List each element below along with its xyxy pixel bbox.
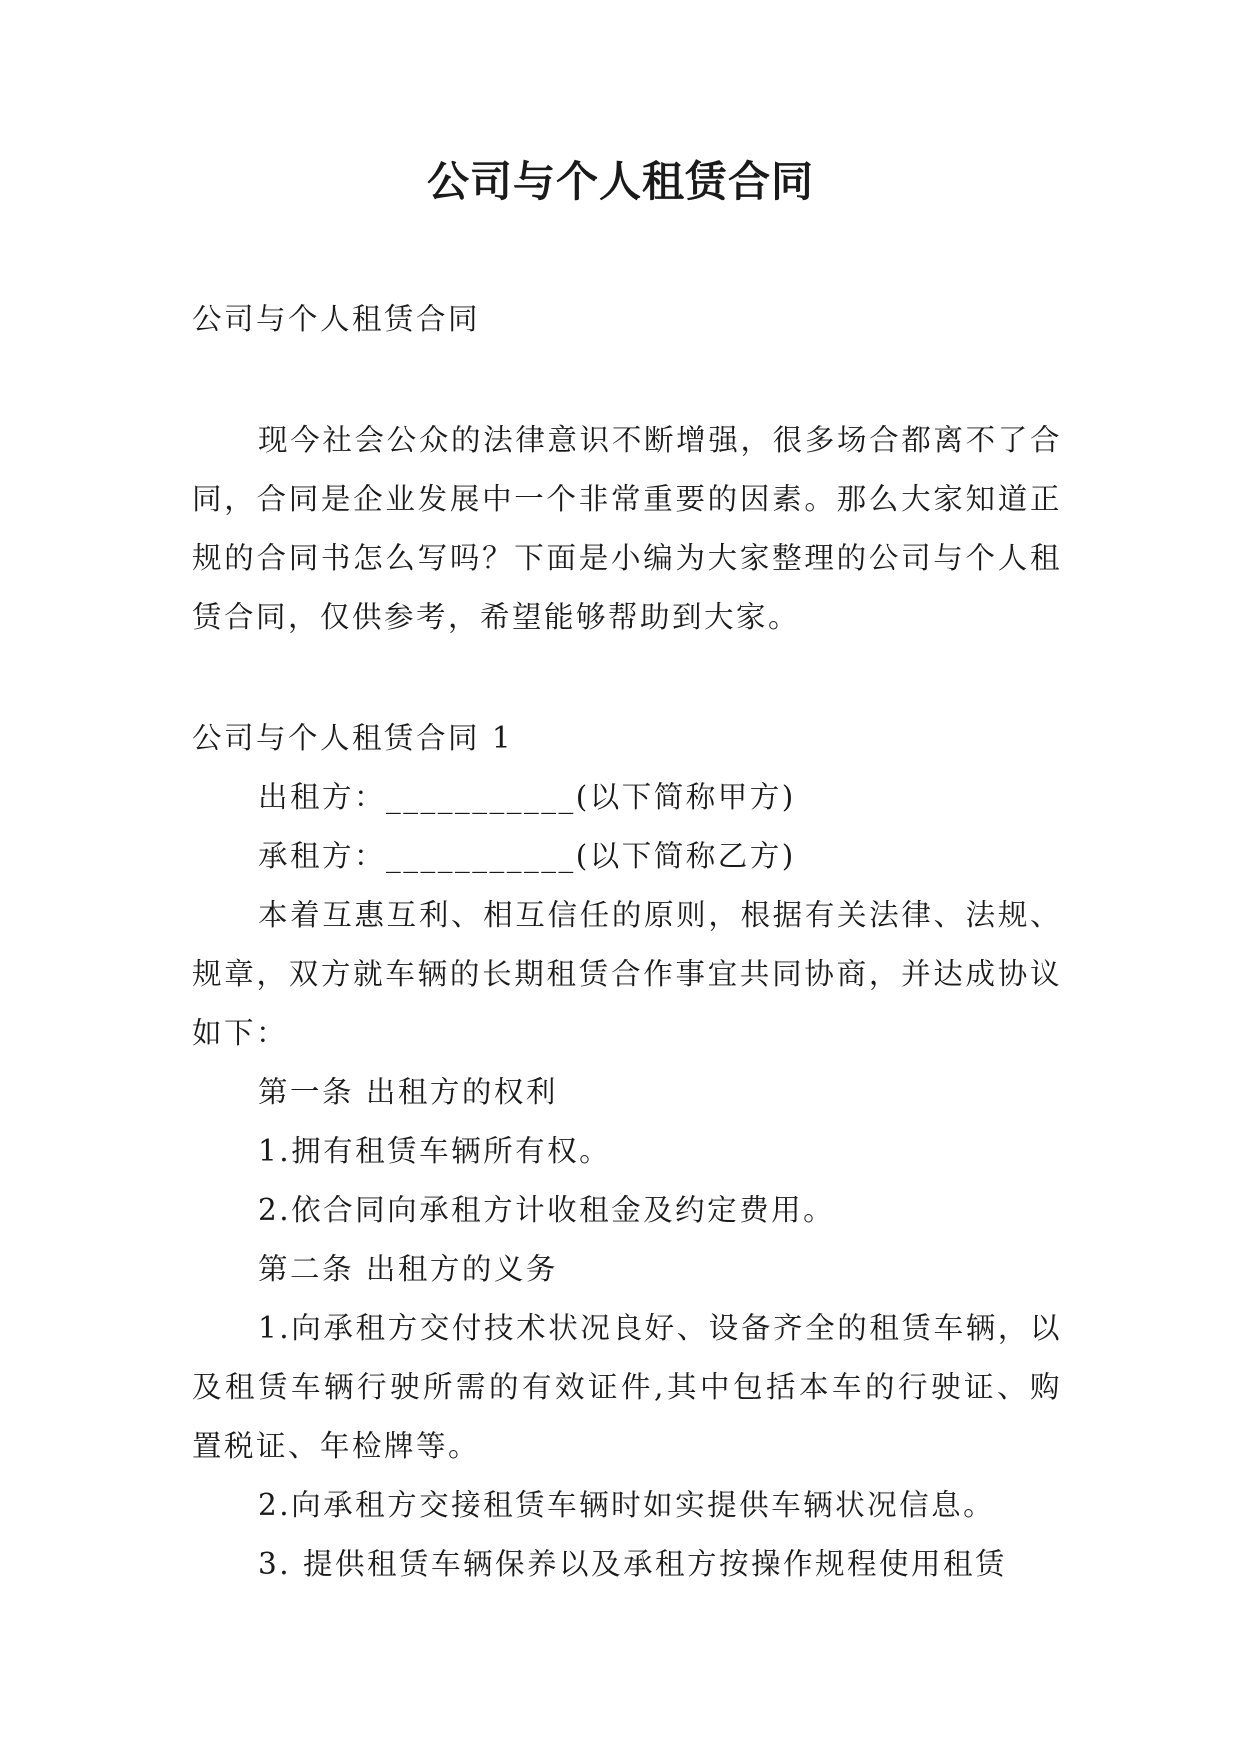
document-title: 公司与个人租赁合同 (426, 157, 814, 206)
contract-heading: 公司与个人租赁合同 1 (192, 721, 514, 755)
article-1-item-2: 2.依合同向承租方计收租金及约定费用。 (258, 1193, 836, 1227)
article-1-title: 第一条 出租方的权利 (258, 1075, 558, 1109)
article-2-item-3: 3. 提供租赁车辆保养以及承租方按操作规程使用租赁 (258, 1547, 1008, 1581)
article-2-item-1: 1.向承租方交付技术状况良好、设备齐全的租赁车辆，以及租赁车辆行驶所需的有效证件,其中包括本车的行驶证、购置税证、年检牌等。 (192, 1311, 1062, 1463)
preamble-paragraph: 本着互惠互利、相互信任的原则，根据有关法律、法规、规章，双方就车辆的长期租赁合作事宜共同协商，并达成协议如下： (192, 898, 1062, 1050)
article-2-item-2: 2.向承租方交接租赁车辆时如实提供车辆状况信息。 (258, 1488, 996, 1522)
spacer (192, 647, 1062, 709)
spacer (192, 349, 1062, 411)
document-subtitle: 公司与个人租赁合同 (192, 302, 481, 336)
article-1-item-1: 1.拥有租赁车辆所有权。 (258, 1134, 612, 1168)
lessee-line: 承租方：___________(以下简称乙方) (258, 839, 796, 873)
article-2-title: 第二条 出租方的义务 (258, 1252, 558, 1286)
document-body (192, 290, 1062, 1594)
intro-paragraph: 现今社会公众的法律意识不断增强，很多场合都离不了合同，合同是企业发展中一个非常重要的因素。那么大家知道正规的合同书怎么写吗？下面是小编为大家整理的公司与个人租赁合同，仅供参考，希望能够帮助到大家。 (192, 423, 1062, 634)
lessor-line: 出租方：___________(以下简称甲方) (258, 780, 796, 814)
